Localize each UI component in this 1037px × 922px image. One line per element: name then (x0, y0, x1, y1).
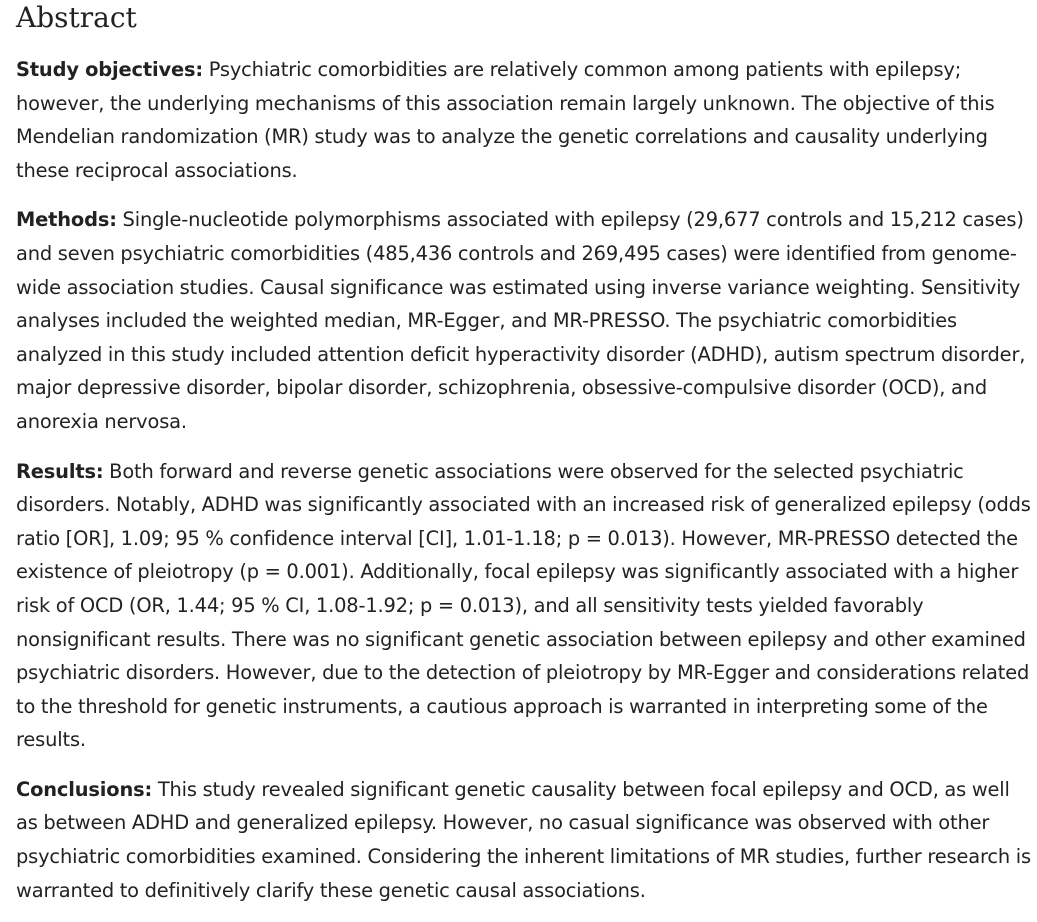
conclusions-label: Conclusions: (16, 777, 153, 801)
methods-paragraph (16, 203, 1031, 438)
study-objectives-label: Study objectives: (16, 58, 203, 81)
methods-label: Methods: (16, 208, 117, 232)
study-objectives-paragraph (16, 53, 1031, 187)
results-paragraph (16, 455, 1031, 757)
results-text: Both forward and reverse genetic associations were observed for the selected psychiatric disorders. Notably, ADHD was significantly associated with an increased risk of generalized epilepsy (odds ratio [OR], 1.09; 95 % confidence interval [CI], 1.01-1.18; p = 0.013). However, MR-PRESSO detected the existence of pleiotropy (p = 0.001). Additionally, focal epilepsy was significantly associated with a higher risk of OCD (OR, 1.44; 95 % CI, 1.08-1.92; p = 0.013), and all sensitivity tests yielded favorably nonsignificant results. There was no significant genetic association between epilepsy and other examined psychiatric disorders. However, due to the detection of pleiotropy by MR-Egger and considerations related to the threshold for genetic instruments, a cautious approach is warranted in interpreting some of the results. (16, 459, 1031, 752)
results-label: Results: (16, 459, 104, 483)
abstract-heading: Abstract (16, 1, 137, 34)
methods-text: Single-nucleotide polymorphisms associated with epilepsy (29,677 controls and 15,212 cases) and seven psychiatric comorbidities (485,436 controls and 269,495 cases) were identified from genome-wide association studies. Causal significance was estimated using inverse variance weighting. Sensitivity analyses included the weighted median, MR-Egger, and MR-PRESSO. The psychiatric comorbidities analyzed in this study included attention deficit hyperactivity disorder (ADHD), autism spectrum disorder, major depressive disorder, bipolar disorder, schizophrenia, obsessive-compulsive disorder (OCD), and anorexia nervosa. (16, 208, 1026, 433)
conclusions-paragraph (16, 773, 1031, 907)
conclusions-text: This study revealed significant genetic causality between focal epilepsy and OCD, as well as between ADHD and generalized epilepsy. However, no casual significance was observed with other psychiatric comorbidities examined. Considering the inherent limitations of MR studies, further research is warranted to definitively clarify these genetic causal associations. (16, 777, 1031, 902)
study-objectives-text: Psychiatric comorbidities are relatively common among patients with epilepsy; however, the underlying mechanisms of this association remain largely unknown. The objective of this Mendelian randomization (MR) study was to analyze the genetic correlations and causality underlying these reciprocal associations. (16, 58, 995, 182)
